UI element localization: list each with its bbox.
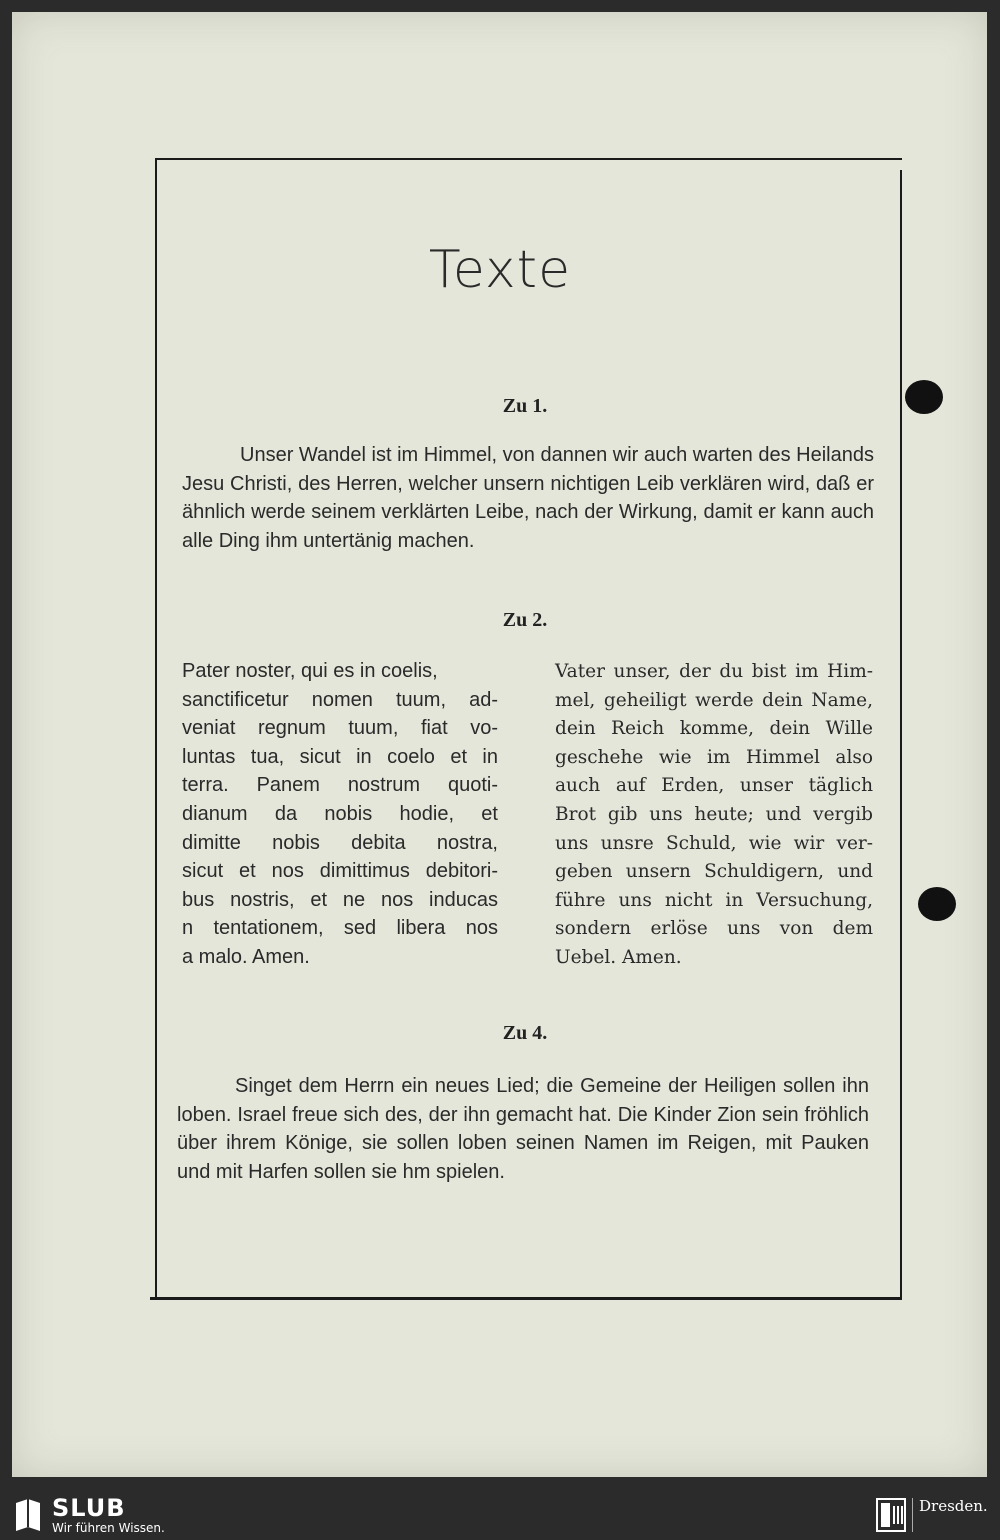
frame-rule-top [155,158,902,160]
footer-separator [912,1498,913,1532]
german-line: Brot gib uns heute; und vergib [555,803,873,825]
latin-column [182,657,498,972]
latin-line: terra. Panem nostrum quoti- [182,774,498,797]
latin-line: a malo. Amen. [182,945,310,968]
library-tagline: Wir führen Wissen. [52,1521,165,1535]
latin-line: sicut et nos dimittimus debitori- [182,860,498,883]
punch-hole-bottom [918,887,956,921]
latin-line: luntas tua, sicut in coelo et in [182,745,498,768]
library-name: SLUB [52,1494,126,1522]
german-line: geben unsern Schuldigern, und [555,861,873,883]
footer-bar [0,1490,1000,1540]
latin-line: sanctificetur nomen tuum, ad- [182,688,498,711]
page-title: Texte [428,240,572,300]
latin-line: dimitte nobis debita nostra, [182,831,498,854]
section-heading-1: Zu 1. [502,395,548,417]
section-heading-2: Zu 2. [502,609,548,631]
section-paragraph-1: Unser Wandel ist im Himmel, von dannen wir auch warten des Heilands Jesu Christi, des Herren, welcher unsern nichtigen Leib verklären wird, daß er ähnlich werde seinem verklärten Leibe, nach der Wirkung, damit er kann auch alle Ding ihm untertänig machen. [182,444,874,552]
german-line: uns unsre Schuld, wie wir ver- [555,832,873,854]
latin-line: dianum da nobis hodie, et [182,802,498,825]
german-line: führe uns nicht in Versuchung, [555,889,873,911]
german-line: sondern erlöse uns von dem [555,918,873,940]
section-heading-4: Zu 4. [502,1022,548,1044]
section-paragraph-4: Singet dem Herrn ein neues Lied; die Gemeine der Heiligen sollen ihn loben. Israel freue sich des, der ihn gemacht hat. Die Kinder Zion sein fröhlich über ihrem Könige, sie sollen loben seinen Namen im Reigen, mit Pauken und mit Harfen sollen sie hm spielen. [177,1075,869,1183]
city-crest-icon [876,1498,906,1532]
german-line: Vater unser, der du bist im Him- [555,661,873,682]
german-line: geschehe wie im Himmel also [555,746,873,768]
slub-logo-icon [14,1497,42,1533]
german-line: dein Reich komme, dein Wille [555,718,873,740]
frame-rule-bottom [150,1297,902,1300]
latin-line: veniat regnum tuum, fiat vo- [182,717,498,740]
latin-line: n tentationem, sed libera nos [182,917,498,940]
section-text-1 [182,441,874,555]
latin-line: bus nostris, et ne nos inducas [182,888,498,911]
section-text-4 [177,1072,869,1186]
german-line: mel, geheiligt werde dein Name, [555,689,873,711]
latin-line: Pater noster, qui es in coelis, [182,660,438,682]
german-line: Uebel. Amen. [555,946,682,968]
german-column [555,658,873,973]
partner-name: Dresden. [919,1497,988,1515]
frame-rule-left [155,158,157,1300]
german-line: auch auf Erden, unser täglich [555,775,873,797]
frame-rule-right [900,170,902,1300]
